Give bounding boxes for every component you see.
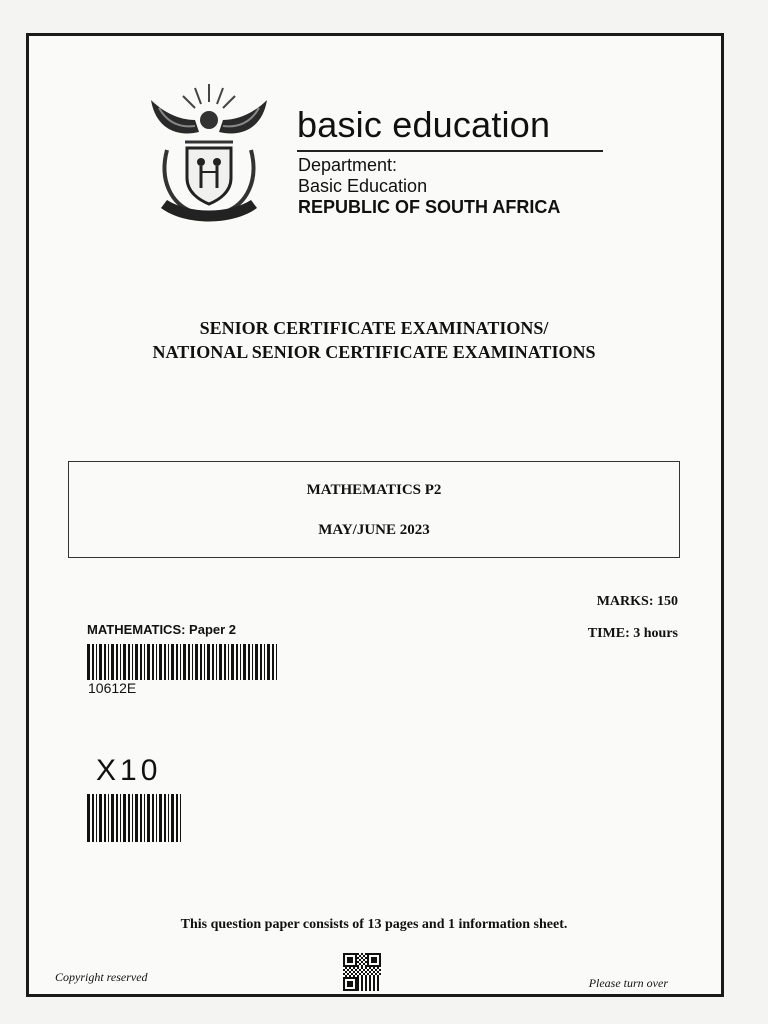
- exam-session: MAY/JUNE 2023: [318, 522, 430, 538]
- exam-heading-line2: NATIONAL SENIOR CERTIFICATE EXAMINATIONS: [152, 342, 596, 362]
- paper-code: 10612E: [88, 680, 137, 696]
- coat-of-arms-icon: [145, 80, 273, 228]
- barcode-icon: [87, 794, 183, 842]
- department-label: Department:: [298, 155, 398, 175]
- brand-title: basic education: [297, 104, 551, 145]
- marks-total: MARKS: 150: [596, 594, 678, 609]
- barcode-icon: [87, 644, 279, 680]
- brand-divider: [297, 150, 603, 152]
- copyright-notice: Copyright reserved: [55, 970, 148, 984]
- time-allowed: TIME: 3 hours: [587, 626, 678, 641]
- country-name: REPUBLIC OF SOUTH AFRICA: [298, 197, 561, 217]
- turn-over-note: Please turn over: [588, 976, 668, 990]
- subject-title: MATHEMATICS P2: [306, 482, 442, 498]
- exam-heading-line1: SENIOR CERTIFICATE EXAMINATIONS/: [199, 318, 549, 338]
- subject-box: [68, 461, 680, 558]
- qr-code-icon: [343, 953, 381, 991]
- page-count-note: This question paper consists of 13 pages and 1 information sheet.: [180, 917, 568, 932]
- paper-label: MATHEMATICS: Paper 2: [87, 622, 237, 637]
- department-name: Basic Education: [298, 176, 428, 196]
- marker-code: X10: [96, 754, 162, 787]
